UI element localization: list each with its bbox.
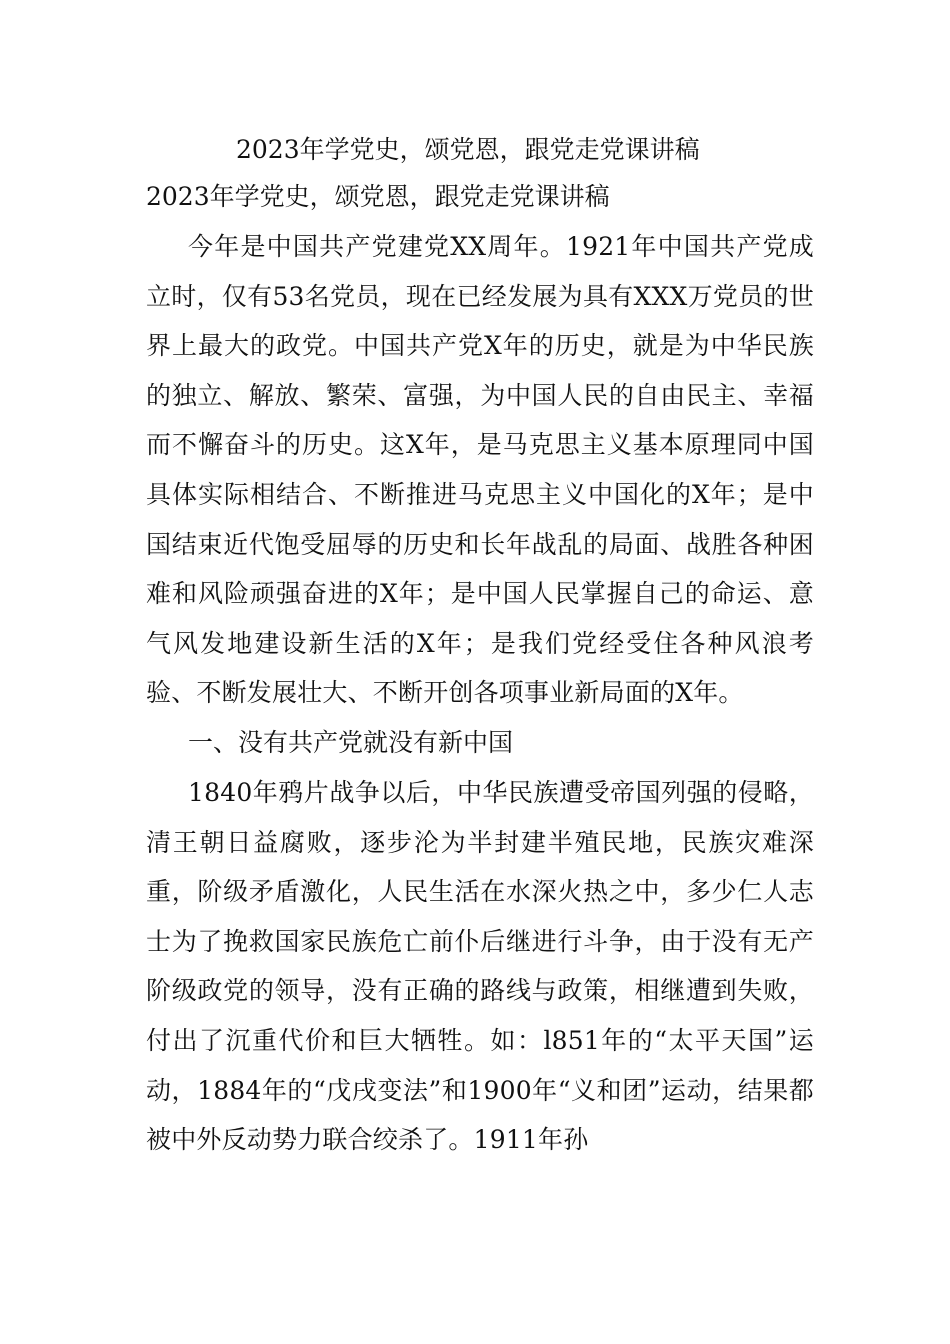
document-body — [146, 128, 814, 1165]
section-paragraph: 1840年鸦片战争以后，中华民族遭受帝国列强的侵略，清王朝日益腐败，逐步沦为半封建半殖民地，民族灾难深重，阶级矛盾激化，人民生活在水深火热之中，多少仁人志士为了挽救国家民族危亡前仆后继进行斗争，由于没有无产阶级政党的领导，没有正确的路线与政策，相继遭到失败，付出了沉重代价和巨大牺牲。如：l851年的“太平天国”运动，1884年的“戊戌变法”和1900年“义和团”运动，结果都被中外反动势力联合绞杀了。1911年孙 — [146, 777, 814, 1155]
section-heading: 一、没有共产党就没有新中国 — [188, 727, 514, 757]
intro-paragraph: 今年是中国共产党建党XX周年。1921年中国共产党成立时，仅有53名党员，现在已经发展为具有XXX万党员的世界上最大的政党。中国共产党X年的历史，就是为中华民族的独立、解放、繁荣、富强，为中国人民的自由民主、幸福而不懈奋斗的历史。这X年，是马克思主义基本原理同中国具体实际相结合、不断推进马克思主义中国化的X年；是中国结束近代饱受屈辱的历史和长年战乱的局面、战胜各种困难和风险顽强奋进的X年；是中国人民掌握自己的命运、意气风发地建设新生活的X年；是我们党经受住各种风浪考验、不断发展壮大、不断开创各项事业新局面的X年。 — [146, 232, 814, 708]
document-subtitle: 2023年学党史，颂党恩，跟党走党课讲稿 — [146, 182, 610, 211]
document-title: 2023年学党史，颂党恩，跟党走党课讲稿 — [236, 135, 700, 164]
